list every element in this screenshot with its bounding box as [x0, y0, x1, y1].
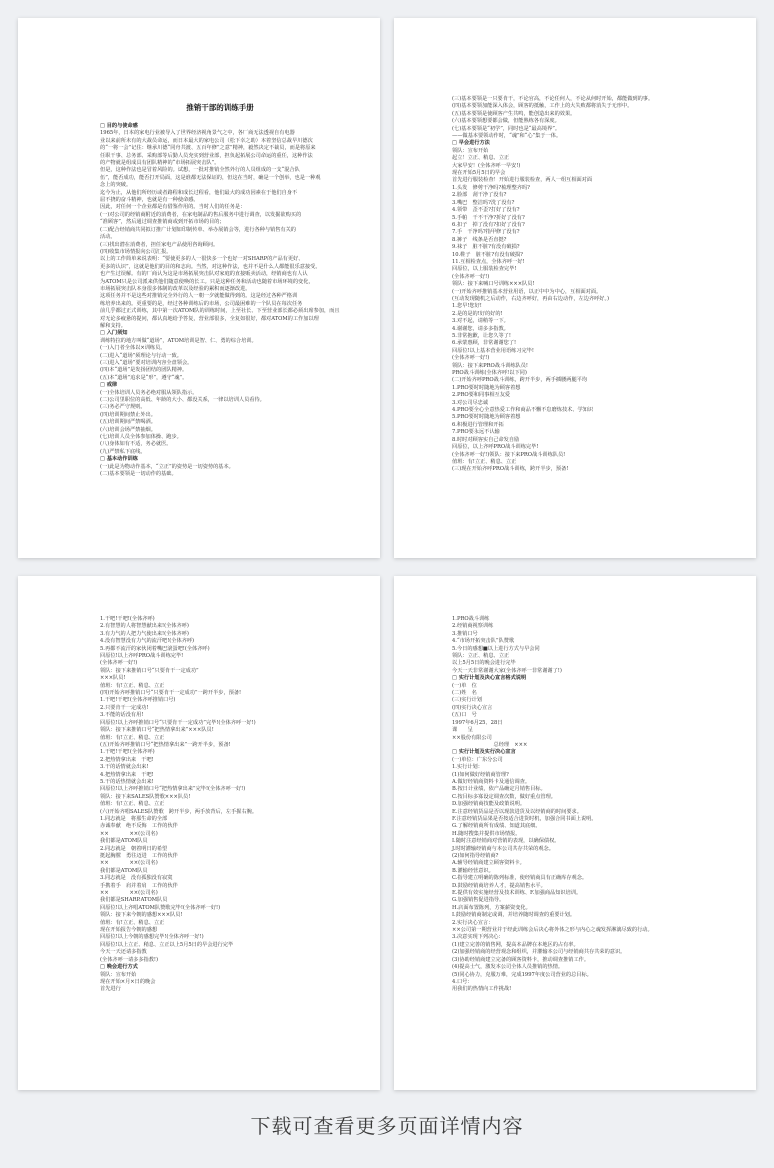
- text-line: (1)如何做好经销商管理?: [452, 771, 509, 778]
- text-line: 挺起胸膛 勇往迈进 工作的伙伴: [100, 853, 178, 859]
- text-line: 4.领带 歪不歪?打好了没有?: [452, 207, 520, 214]
- text-line: 回原位，以上服装检查完毕!: [452, 266, 517, 273]
- text-line: (二)进入“道场”须理论与行动一致。: [100, 352, 182, 359]
- text-line: B.灌输经营意识。: [452, 867, 494, 874]
- text-line: 回原位!以上齐呼推销口号“只要肯干一定成功”完毕!(全体齐呼一好!): [100, 719, 256, 726]
- text-line: 课 呈: [452, 727, 473, 734]
- text-line: 4.“市场开拓突击队”队赞歌: [452, 638, 515, 645]
- text-line: (二)姓 名: [452, 690, 477, 697]
- section-heading: □ 晚会进行方式: [100, 964, 138, 971]
- text-line: (1)建立完善的销售网，提高本品牌在本地区的占有率。: [452, 941, 579, 948]
- text-line: 4.谢谢您，请多多指教。: [452, 325, 509, 332]
- text-line: (三)务必严守规则。: [100, 404, 146, 411]
- text-line: 1.干吧!干吧!(全体齐呼): [100, 616, 155, 622]
- text-line: 值班：有!立正、稍息、立正: [452, 458, 517, 465]
- text-line: 5.今日的感想■以上进行方式与早会同: [452, 645, 540, 652]
- download-more-caption: 下载可查看更多页面详情内容: [250, 1114, 524, 1138]
- text-line: (3)协助经销商建立完备的顾客资料卡，推动调查推销工作。: [452, 956, 590, 963]
- text-line: (九)严禁私下底线。: [100, 448, 146, 455]
- document-page-3: [18, 576, 380, 1090]
- text-line: (三)找出潜在消费者，担任家电产品使用咨询顾问。: [100, 241, 219, 248]
- text-line: 6.承蒙惠顾，非常谢谢您了!: [452, 340, 517, 347]
- text-line: 练培养出来的。更重要的是，经过各种训练后的市场，公司最困难的一个队员在每次任务: [100, 300, 303, 307]
- text-line: 11.互相检查点，全体齐呼一好!: [452, 258, 525, 265]
- text-line: 业以来前所未有的大裁员命运，而日本最大的家电公司（松下幸之助）本着坚信总裁早川德次: [100, 137, 313, 144]
- text-line: (2)如何指导经销商?: [452, 853, 499, 859]
- text-line: 5.再都不流汗的家伙闭着嘴巴滚蛋吧!(全体齐呼): [100, 645, 210, 652]
- section-heading: □ 入门须知: [100, 330, 128, 337]
- text-line: 领队：接下来推销口号“把热情拿出来”×××队员!: [100, 727, 214, 734]
- text-line: 2.实行决心宣言：: [452, 919, 494, 926]
- text-line: 的“一将一会”记住：继承川德“同舟共渡、五百年修”之意”精神，毅然决定不裁员，而是将原来: [100, 145, 316, 152]
- text-line: 2.脸部 刮干净了没有?: [452, 192, 507, 199]
- page-body: [452, 96, 716, 474]
- text-line: 今天一天还请多指教: [100, 949, 147, 956]
- text-line: (二)基本要领是一切动作的基础。: [100, 471, 177, 478]
- text-line: 2.有智慧的人将智慧献出来!(全体齐呼): [100, 623, 189, 630]
- document-page-4: [394, 576, 756, 1090]
- text-line: 活动。: [100, 234, 116, 241]
- text-line: 领队：接下来SALES队赞歌×××队员!: [100, 793, 191, 800]
- text-line: A.辅导经销商建立顾客资料卡。: [452, 860, 525, 867]
- text-line: 2.只要肯干一定成功!: [100, 704, 149, 711]
- text-line: (五)开始齐呼推销口号“把热情拿出来”一跨开半步，预备!: [100, 741, 231, 748]
- text-line: (六)基本要领想要都会做，但能熟练各有深度。: [452, 118, 560, 125]
- text-line: 总经理 ×××: [452, 741, 528, 748]
- text-line: 领队：宣布开始: [452, 147, 489, 154]
- text-line: 领队：接下来PRO战斗训练队员!: [452, 362, 528, 369]
- text-line: 大家早安！(全体齐呼一早安!): [452, 162, 521, 169]
- text-line: 现在开始×月×日的晚会: [100, 978, 156, 985]
- text-line: 3.嘴巴 整洁吗?洗了没有?: [452, 199, 515, 206]
- text-line: E.注意经销货品是否以现款进货及以经销商的时间要求。: [452, 808, 582, 815]
- text-line: 9.袜子 脏不脏?有没有破损?: [452, 244, 520, 251]
- text-line: (2)加强经销商的经营观念和组织，并灌输本公司与经销商共存共荣的意识。: [452, 949, 626, 956]
- text-line: I.鼓励经销商制定或调，并培养随时调查的重要计划。: [452, 912, 576, 919]
- text-line: 也产生过误解。有的厂商认为这是市场拓展突击队对家庭的直接贩卖活动，经销商也有人认: [100, 271, 308, 278]
- section-heading: □ 实行计划及实行决心宣言: [452, 749, 516, 756]
- text-line: (三)实行计划: [452, 697, 482, 704]
- text-line: (三)进入“道场”要对培训内容全盘领会。: [100, 360, 193, 366]
- text-line: (一)全体培训人员务必绝对服从领队指示。: [100, 389, 198, 396]
- text-line: 以上5月5日的晚会进行完毕: [452, 660, 516, 667]
- text-line: 领队：立正、稍息、立正: [452, 653, 510, 660]
- text-line: 回原位!以上基本营业用语练习完毕!: [452, 347, 534, 354]
- text-line: 1.头发 修剪干净吗?梳理整齐吗?: [452, 184, 530, 191]
- page-body: [100, 123, 340, 479]
- text-line: 值班：有!立正、稍息、立正: [100, 919, 165, 926]
- text-line: (四)开始齐呼推销口号“只要肯干一定成功”一跨开半步，预备!: [100, 690, 242, 697]
- text-line: 手携着手 肩并着肩 工作的伙伴: [100, 882, 178, 889]
- text-line: 我们都是SHARP.ATOM队员: [100, 897, 168, 904]
- text-line: 为ATOM只是公司派来供他们随意使唤的长工。只是这种任务和活动也随着市场环境的变化，: [100, 278, 314, 285]
- text-line: 对无论多疲惫的提问，都认真地给予答复，营业部很多，全复如很好，都对ATOM的工作加以理: [100, 315, 319, 322]
- text-line: D.鼓励经销商培养人才，提高销售水平。: [452, 882, 546, 889]
- text-line: 1.同志就是 将那生命的全部: [100, 815, 168, 822]
- text-line: 回原位!以上齐呼PRO战斗训练完毕!: [100, 653, 184, 660]
- text-line: 5.手帕 干不干净?折好了没有?: [452, 214, 525, 221]
- text-line: PRO战斗训练(全体齐呼!以下同): [452, 370, 527, 377]
- text-line: 4.PRO要全心全意热爱工作和商品不懈不怠磨炼技术、学知识: [452, 407, 594, 414]
- text-line: C.按目标多寡设定调查次数，做好重点管理。: [452, 793, 556, 800]
- text-line: (四)本“道场”是发扬团结的团队精神。: [100, 367, 188, 374]
- text-line: (一)对公司的经销商附近的消费者，在家电制品的售后服务中进行调查，以发掘欲购买的: [100, 211, 302, 218]
- text-line: 3.对不起，请稍等一下。: [452, 318, 509, 325]
- text-line: G.了解经销商所有成绩、知道其底细。: [452, 823, 541, 830]
- text-line: (一)单 位: [452, 682, 477, 689]
- text-line: 首先进行服装检查！开始进行服装检查，两人一组互相面对面: [452, 177, 593, 184]
- text-line: 1965年，日本的家电行业被导入了世界经济视角景气之中，各厂商无法透视自有电器: [100, 130, 295, 137]
- text-line: 因此，对任何一个企业都是有借鉴作用的。当时人们的任务是：: [100, 204, 246, 211]
- text-line: D.加强经销商技能及政策说明。: [452, 801, 526, 808]
- text-line: A.做好经销商资料卡及通信调查。: [452, 778, 531, 785]
- text-line: 领队：接下来今朝的感想×××队员!: [100, 912, 183, 919]
- text-line: 2.同志就是 朝着明日的希望: [100, 845, 168, 852]
- text-line: 3.推销口号: [452, 630, 478, 637]
- text-line: (四)培训期间禁止外出。: [100, 411, 156, 418]
- text-line: ——做基本要领动作时，“魂”和“心”集于一体。: [452, 133, 562, 140]
- text-line: B.按日计业绩，依产品确定月销售目标。: [452, 786, 546, 793]
- text-line: 但是，这种作法也是冒着风险的。试想，一批对推销全然外行的人员组成的一支“混合队: [100, 167, 300, 174]
- text-line: 3.干的话情就会出来!: [100, 764, 149, 771]
- text-line: (七)培训人员全体参加体操、跑步。: [100, 434, 182, 441]
- text-line: 回原位!以上今朝的感想完毕!(全体齐呼一好!): [100, 934, 204, 941]
- text-line: (五)本“道场”追求是“形”，遵守“魂”。: [100, 374, 188, 381]
- text-line: “准顾客”，然后通过调查推销商或到开拓市场的目的；: [100, 219, 225, 226]
- text-line: 赤诚奉献 绝不反悔 工作的伙伴: [100, 823, 178, 830]
- text-line: 8.裤子 线条是否直挺?: [452, 236, 507, 243]
- text-line: 迄今为止，从他们所经历或者路程和成长过程看，他们最大的成功因素在于他们自身不: [100, 189, 298, 196]
- text-line: 值班：有!立正、稍息、立正: [100, 801, 165, 808]
- text-line: 8.时时对顾客实自己命发自励: [452, 436, 520, 443]
- text-line: (一)此是为物动作基本，“立正”的姿势是一切姿势的基本。: [100, 463, 234, 470]
- text-line: (五)培训期间严禁喝酒。: [100, 419, 156, 426]
- text-line: 任职干事、总务部、采购部等后勤人员充实到营业部，担负起拓展公司命运的重任，这种作法: [100, 152, 313, 159]
- text-line: 4.没有智慧没有力气的流汗吧!(全体齐呼): [100, 638, 195, 645]
- text-line: ××股份有限公司: [452, 734, 492, 741]
- text-line: 回原位!以上齐唱ATOM队赞歌完毕!(全体齐呼一好!): [100, 904, 221, 911]
- text-line: (一)入门者全体以×训练员。: [100, 345, 166, 352]
- text-line: 解和支持。: [100, 322, 126, 329]
- document-page-2: [394, 18, 756, 558]
- text-line: ××公司第一期营业并于经此训练会后决心将外体之形与内心之魂发挥淋漓尽致的行动。: [452, 927, 653, 934]
- text-line: 我们都是ATOM队员: [100, 867, 148, 874]
- text-line: 1.PRO战斗训练: [452, 616, 490, 622]
- text-line: 训练特拉的地方叫做“道场”，ATOM培训是智、仁、勇的综合培训。: [100, 337, 257, 344]
- text-line: 4.把热情拿出来 干吧!: [100, 771, 154, 778]
- section-heading: □ 戒律: [100, 382, 118, 389]
- text-line: 1.实行计划：: [452, 764, 483, 771]
- text-line: 3.同志就是 没有孤独没有寂寞: [100, 875, 173, 882]
- page-body: [452, 616, 716, 994]
- text-line: (全体齐呼一请多多指教!): [100, 956, 159, 963]
- text-line: 领队：宣布开始: [100, 971, 137, 978]
- text-line: (二)公司里职位的高低、年龄的大小、都没关系，一律以培训人员看待。: [100, 397, 265, 404]
- text-line: H.店面布置陈列，方案薪资变化。: [452, 904, 531, 911]
- text-line: (二)配合经销商共同拟订推广计划如印制传单、举办展销会等，进行各种与销售有关的: [100, 226, 296, 233]
- text-line: (4)提高士气，激发本公司全体人员推销的热情。: [452, 964, 564, 971]
- text-line: 2.是的是的!好的好的!: [452, 310, 503, 317]
- text-line: E.提供有效实施经营及技术训练、F.加强商品知识培训。: [452, 890, 582, 897]
- text-line: (六)培训会场严禁抽烟。: [100, 426, 156, 433]
- text-line: (四)实行决心宣言: [452, 704, 493, 711]
- text-line: 5.干的话热情就会出来!: [100, 778, 154, 785]
- text-line: 以上的工作简单来说表明：“要使更多的人一很快多一个也好一对SHARP的产品有更好、: [100, 256, 304, 263]
- text-line: (五)基本要领是使顾客产生共鸣，能创造出来的效果。: [452, 110, 576, 117]
- text-line: (全体齐呼一好!): [452, 355, 490, 362]
- section-heading: □ 实行计划及决心宣言格式说明: [452, 675, 527, 682]
- text-line: (七)基本要领是“初学”，同时也是“最高境界”。: [452, 125, 561, 132]
- text-line: (八)身体如有不适，务必就医。: [100, 441, 172, 448]
- text-line: 回原位，以上齐呼PRO战斗训练完毕!: [452, 444, 539, 451]
- text-line: 6.积极进行管理和开拓: [452, 421, 504, 428]
- text-line: ×× ××(公司名): [100, 890, 158, 897]
- text-line: 伍”，能否成功，能否打开局面，这是谁都无法保证的，但这在当时，确是一个创举，也是一种观: [100, 174, 321, 181]
- text-line: (全体齐呼一好!)领队：接下来PRO战斗训练队员!: [452, 451, 566, 458]
- text-line: 值班：有!立正、稍息、立正: [100, 734, 165, 741]
- text-line: 回原位!以上立正、稍息、立正以上5月5日的早会进行完毕: [100, 941, 234, 948]
- text-line: 2.经销商视察训练: [452, 623, 494, 630]
- section-heading: □ 早会进行方法: [452, 140, 490, 147]
- text-line: (六)开始齐唱SALES队赞歌 跨开半步，两手放背后，左手握右腕。: [100, 808, 258, 815]
- text-line: ×× ××(公司名): [100, 830, 158, 837]
- text-line: (一)开始齐呼推销基本营业用语，以正中中为中心，互相面对面。: [452, 288, 602, 295]
- text-line: ×××队员!: [100, 675, 126, 682]
- text-line: 今天一天非常谢谢大家(全体齐呼一非常谢谢了!): [452, 667, 562, 674]
- text-line: 我们都是ATOM队员: [100, 838, 148, 845]
- section-heading: □ 目的与使命感: [100, 123, 138, 129]
- text-line: (三)现在开始齐呼PRO战斗训练，跨开半步，预备!: [452, 466, 569, 473]
- text-line: 市场拓展突击队本身很多体制的改革以及经验的累积而逐渐改进。: [100, 285, 251, 292]
- text-line: 3.不能的话没有用!: [100, 712, 144, 719]
- text-line: (五)口 号: [452, 712, 477, 719]
- text-line: 领队：接下来喊口号训练×××队员!: [452, 281, 535, 288]
- text-line: 2.把热情拿出来 干吧!: [100, 756, 154, 763]
- text-line: 1.PRO要时时随地为顾客着想: [452, 384, 521, 391]
- text-line: 7.PRO要永远不认输: [452, 429, 500, 436]
- text-line: G.加强销售促进指导。: [452, 897, 505, 904]
- text-line: 首先进行: [100, 986, 121, 993]
- text-line: (全体齐呼一好!): [100, 660, 138, 667]
- text-line: 3.对公司尽忠诚: [452, 399, 489, 406]
- text-line: 10.鞋子 脏不脏?有没有破损?: [452, 251, 523, 258]
- text-line: (全体齐呼一好!): [452, 273, 490, 280]
- text-line: 更多的认识”，这就是他们的目的和志向。当然，对这种作法，也并不是什么人都能很乐意接受。: [100, 263, 321, 270]
- text-line: 1.您早!您好!: [452, 303, 482, 310]
- text-line: 前几乎都过正式训练，其中第一次ATOM队的训练时间，上至社长、下至营业部长都必须出席参加，而且: [100, 308, 340, 315]
- text-line: 屈不挠的奋斗精神，也就是有一种使命感。: [100, 197, 199, 204]
- text-line: (互动发现随机之后动作，右边齐呼好，再由右边动作，左边齐呼好。): [452, 295, 610, 302]
- text-line: H.随时搜集并提供市场情报。: [452, 830, 521, 837]
- text-line: 5.非常抱歉，让您久等了!: [452, 333, 511, 339]
- text-line: (四)基本要领加能深入体会，顾客的抵触，工作上的大失败都将消失于无形中。: [452, 103, 633, 110]
- text-line: C.指导建立明确的陈列标准，使经销商具有正确库存观念。: [452, 875, 588, 882]
- text-line: 用我们的热情向工作挑战!: [452, 986, 512, 993]
- text-line: 的产物就是组成具有团队精神的“市场拓展突击队”。: [100, 160, 220, 167]
- text-line: 这项任务并不是这些对推销完全外行的人一朝一夕就能做得到的。这是经过各种严格训: [100, 293, 298, 300]
- page-body: [100, 616, 340, 994]
- document-page-1: [18, 18, 380, 558]
- text-line: 7.手 干净吗?指甲修了没有?: [452, 229, 520, 236]
- text-line: 回原位!以上齐呼推销口号“把热情拿出来”完毕!(全体齐呼一好!): [100, 786, 246, 793]
- text-line: 1.干吧!干吧!(全体齐呼): [100, 749, 155, 756]
- document-title: 推销干部的训练手册: [186, 103, 254, 112]
- text-line: (5)同心协力，克服万难，完成1997年度公司营业的总目标。: [452, 971, 592, 978]
- text-line: 5.PRO要时时随地为顾客着想: [452, 414, 521, 421]
- text-line: 值班：有!立正、稍息、立正: [100, 682, 165, 689]
- text-line: 3.有力气的人把力气使出来!(全体齐呼): [100, 630, 189, 637]
- text-line: J.时时灌输经销商与本公司共存共荣的观念。: [452, 845, 554, 852]
- section-heading: □ 基本动作训练: [100, 456, 138, 463]
- text-line: 6.扣子 掉了没有?扣好了没有?: [452, 221, 525, 228]
- text-line: (一)单位：广东分公司: [452, 756, 503, 763]
- text-line: ×× ××(公司名): [100, 860, 158, 867]
- text-line: 起立！立正、稍息、立正: [452, 155, 510, 162]
- text-line: 4.口号：: [452, 978, 473, 985]
- text-line: 现在开始报告今朝的感想: [100, 927, 158, 934]
- text-line: 领队：接下来推销口号“只要肯干一定成功”: [100, 667, 199, 674]
- text-line: 念上的突破。: [100, 182, 132, 189]
- text-line: 3.决意实现下列决心：: [452, 934, 504, 941]
- text-line: 1997年6月25、28日: [452, 719, 503, 726]
- text-line: 2.PRO要和同事相互友爱: [452, 392, 511, 399]
- text-line: I.随时注意经销商对营销的表现，以确保债权。: [452, 838, 560, 845]
- text-line: (四)收集市场情报向公司汇报。: [100, 248, 172, 255]
- text-line: (三)基本要领是一只要肯干，不论官高，不论任何人，不论从何时开始，都能做到的事。: [452, 96, 654, 102]
- text-line: 1.干吧!干吧!(全体齐呼推销口号): [100, 697, 176, 704]
- text-line: F.注意经销货品果是否按适合进货时机，加强合同书面上说明。: [452, 815, 597, 822]
- text-line: (二)开始齐呼PRO战斗训练，跨开半步，两手插腰两腿平均: [452, 377, 588, 384]
- text-line: 现在开始5月5日的早会: [452, 170, 506, 177]
